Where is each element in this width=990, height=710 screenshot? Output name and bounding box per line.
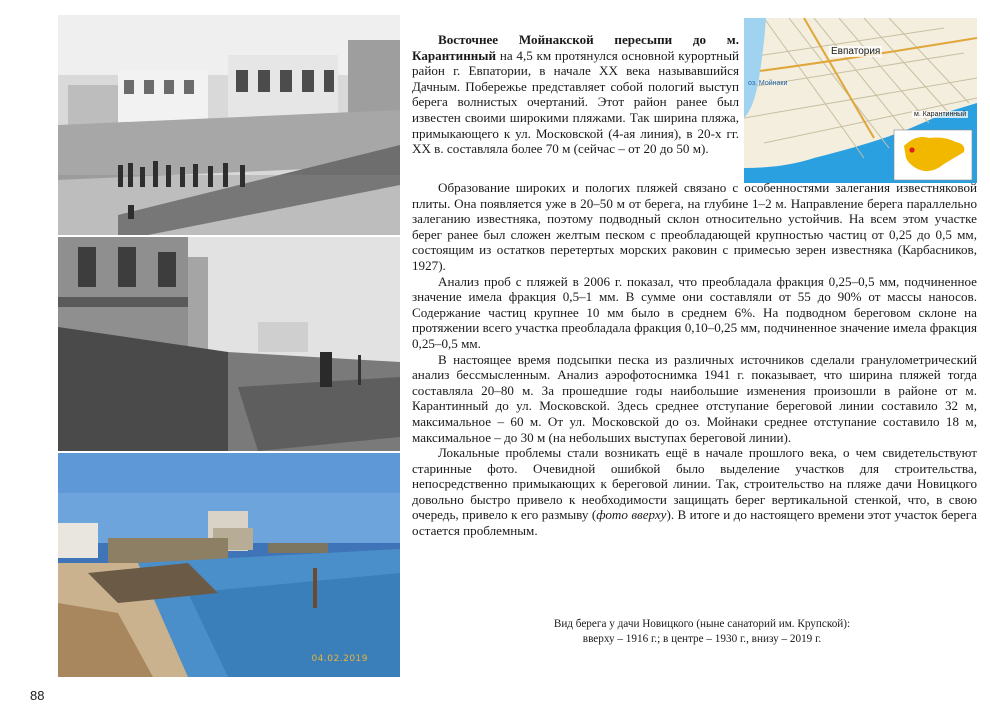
photo-reference: фото вверху <box>596 507 667 523</box>
photo-caption <box>472 617 932 647</box>
paragraph-4 <box>412 445 977 539</box>
evpatoria-map <box>744 18 977 183</box>
paragraph-1: Образование широких и пологих пляжей связано с особенностями залегания известняковой плиты. Она появляется уже в 20–50 м от берега, на глубине 1–2 м. Направление берега параллельно залеганию известняка, поэтому подводный склон относительно устойчив. На всем этом участке берег ранее был сложен желтым песком с преобладающей крупностью частиц от 0,25 до 0,5 мм, состоящим из остатков перетертых морских раковин с примесью зерен известняка (Карбасников, 1927). <box>412 180 977 273</box>
paragraph-4-end: ). В итоге и до настоящего времени этот участок берега остается проблемным. <box>412 507 977 539</box>
caption-line-1: Вид берега у дачи Новицкого (ныне санаторий им. Крупской): <box>553 618 851 630</box>
paragraph-3: В настоящее время подсыпки песка из различных источников сделали гранулометрический анализ бессмысленным. Анализ аэрофотоснимка 1941 г. показывает, что ширина пляжей тогда составляла 20–80 м. За прошедшие годы наибольшие изменения произошли в районе от м. Карантинный до ул. Московской. Здесь среднее отступание береговой линии составило 32 м, максимальное – 60 м. От ул. Московской до оз. Мойнаки среднее отступание составило 18 м, максимальное – до 30 м (на небольших выступах береговой линии). <box>412 351 977 445</box>
caption-line-2: вверху – 1916 г.; в центре – 1930 г., внизу – 2019 г. <box>582 633 822 645</box>
map-cape-label: м. Карантинный <box>914 111 967 118</box>
map-city-label: Евпатория <box>831 46 881 57</box>
paragraph-2: Анализ проб с пляжей в 2006 г. показал, что преобладала фракция 0,25–0,5 мм, подчиненное значение имела фракция 0,5–1 мм. В сумме они составляли от 55 до 90% от массы наносов. Содержание частиц крупнее 10 мм было в среднем 6%. На подводном береговом склоне на протяжении всего участка преобладала фракция 0,10–0,25 мм, подчиненное значение имела фракция 0,25–0,5 мм. <box>412 273 977 351</box>
page-number: 88 <box>30 688 45 703</box>
body-text <box>412 180 977 539</box>
photo-1930 <box>58 237 400 451</box>
paragraph-4-start: Локальные проблемы стали возникать ещё в начале прошлого века, о чем свидетельствуют старинные фото. Очевидной ошибкой было выделение участков для строительства, непосредственно примыкающих к береговой линии. Так, строительство на пляже дачи Новицкого довольно быстро привело к необходимости защищать берег вертикальной стенкой, что, в свою очередь, привело к его размыву ( <box>412 445 977 523</box>
photo-1916 <box>58 15 400 235</box>
intro-lead: Восточнее Мойнакской пересыпи до м. Карантинный <box>412 32 739 63</box>
map-lake-label: оз. Мойнаки <box>748 80 788 87</box>
intro-paragraph <box>412 32 739 157</box>
photo-column <box>58 15 400 677</box>
photo-2019 <box>58 453 400 677</box>
photo-date-stamp: 04.02.2019 <box>311 654 368 664</box>
intro-rest: на 4,5 км протянулся основной курортный район г. Евпатории, в начале XX века называвшийся Дачным. Побережье представляет собой пологий выступ берега волнистых очертаний. Этот район ранее был известен своими широкими пляжами. Так ширина пляжа, примыкающего к ул. Московской (4-ая линия), в 20-х гг. XX в. составляла более 70 м (сейчас – от 20 до 50 м). <box>412 47 739 157</box>
